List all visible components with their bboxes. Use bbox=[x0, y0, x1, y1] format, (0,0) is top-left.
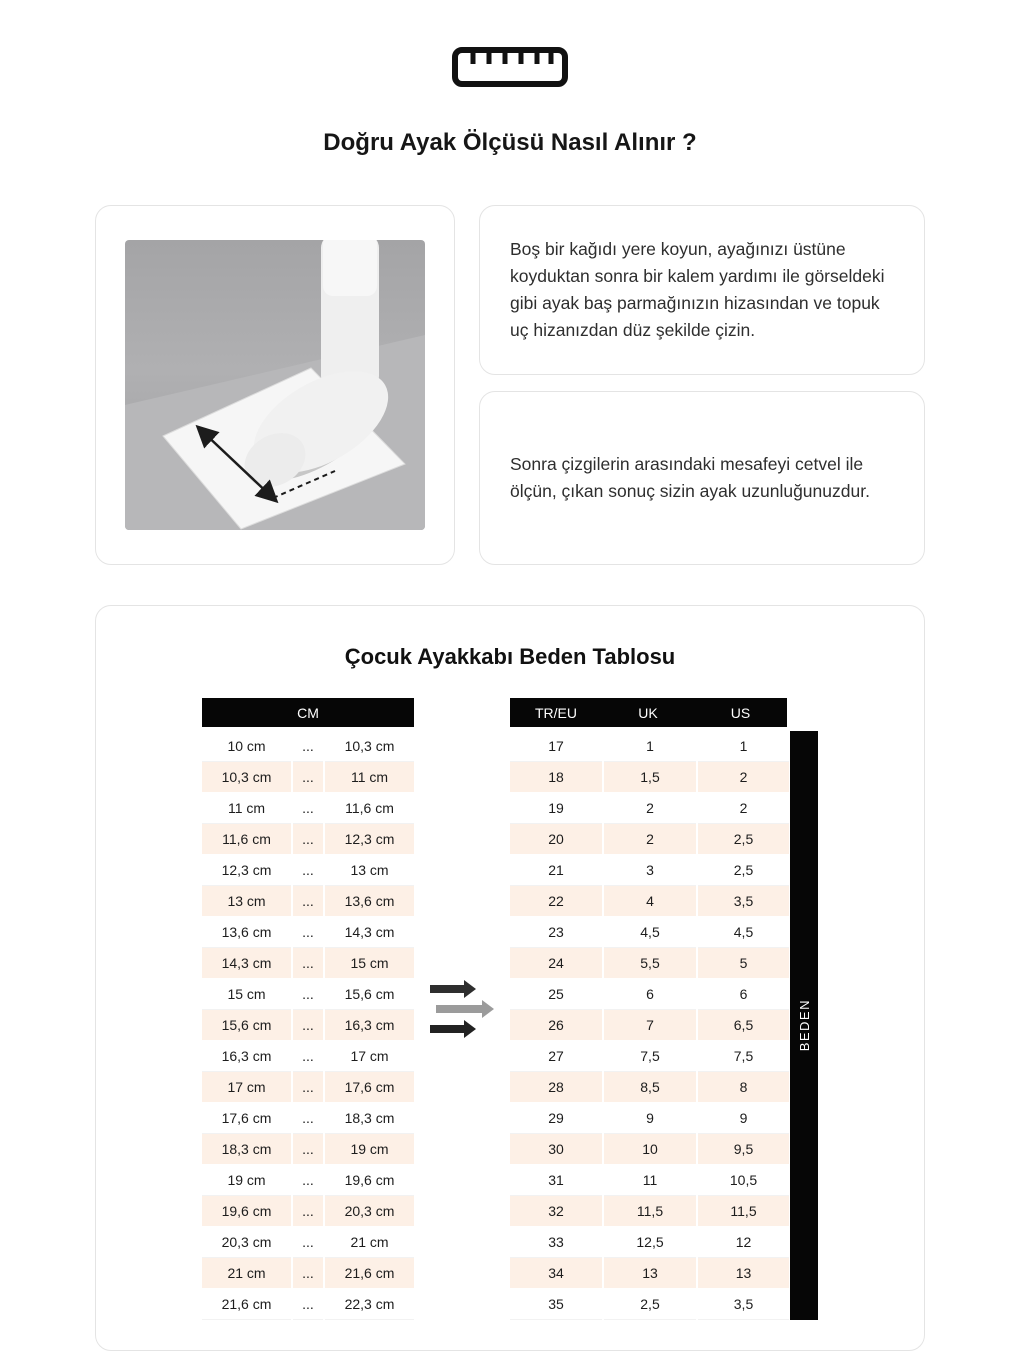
cm-to-value: 17 cm bbox=[325, 1041, 414, 1072]
uk-value: 9 bbox=[604, 1103, 696, 1134]
range-separator: ... bbox=[293, 1010, 323, 1041]
us-value: 3,5 bbox=[698, 886, 789, 917]
intl-table-row bbox=[510, 1289, 787, 1320]
cm-from-value: 21,6 cm bbox=[202, 1289, 291, 1320]
intl-table-header bbox=[510, 698, 787, 727]
cm-from-value: 15,6 cm bbox=[202, 1010, 291, 1041]
uk-value: 4 bbox=[604, 886, 696, 917]
uk-value: 1 bbox=[604, 731, 696, 762]
tr-eu-value: 18 bbox=[510, 762, 602, 793]
cm-table-row bbox=[202, 1010, 414, 1041]
us-value: 3,5 bbox=[698, 1289, 789, 1320]
tr-eu-value: 26 bbox=[510, 1010, 602, 1041]
cm-from-value: 19 cm bbox=[202, 1165, 291, 1196]
intl-table-row bbox=[510, 731, 787, 762]
uk-value: 11,5 bbox=[604, 1196, 696, 1227]
cm-from-value: 13,6 cm bbox=[202, 917, 291, 948]
cm-to-value: 15 cm bbox=[325, 948, 414, 979]
size-tables bbox=[96, 698, 924, 1320]
cm-from-value: 18,3 cm bbox=[202, 1134, 291, 1165]
uk-value: 8,5 bbox=[604, 1072, 696, 1103]
range-separator: ... bbox=[293, 762, 323, 793]
uk-value: 2 bbox=[604, 824, 696, 855]
us-value: 4,5 bbox=[698, 917, 789, 948]
us-value: 8 bbox=[698, 1072, 789, 1103]
cm-table-row bbox=[202, 886, 414, 917]
cm-table-body bbox=[202, 731, 414, 1320]
uk-value: 12,5 bbox=[604, 1227, 696, 1258]
tr-eu-value: 32 bbox=[510, 1196, 602, 1227]
tr-eu-value: 28 bbox=[510, 1072, 602, 1103]
cm-from-value: 11,6 cm bbox=[202, 824, 291, 855]
tr-eu-value: 27 bbox=[510, 1041, 602, 1072]
ruler-icon-wrap bbox=[0, 46, 1020, 93]
intl-table-row bbox=[510, 917, 787, 948]
uk-value: 5,5 bbox=[604, 948, 696, 979]
intl-table-body bbox=[510, 731, 787, 1320]
intl-table-row bbox=[510, 886, 787, 917]
us-value: 2 bbox=[698, 762, 789, 793]
tr-eu-value: 23 bbox=[510, 917, 602, 948]
range-separator: ... bbox=[293, 1227, 323, 1258]
range-separator: ... bbox=[293, 886, 323, 917]
us-value: 2,5 bbox=[698, 824, 789, 855]
uk-value: 13 bbox=[604, 1258, 696, 1289]
cm-table-row bbox=[202, 1041, 414, 1072]
range-separator: ... bbox=[293, 824, 323, 855]
tr-eu-value: 17 bbox=[510, 731, 602, 762]
cm-from-value: 17 cm bbox=[202, 1072, 291, 1103]
us-value: 2,5 bbox=[698, 855, 789, 886]
cm-table-row bbox=[202, 1165, 414, 1196]
instruction-steps bbox=[479, 205, 925, 565]
intl-table-row bbox=[510, 1165, 787, 1196]
tr-eu-value: 21 bbox=[510, 855, 602, 886]
uk-value: 2,5 bbox=[604, 1289, 696, 1320]
cm-to-value: 11,6 cm bbox=[325, 793, 414, 824]
range-separator: ... bbox=[293, 1165, 323, 1196]
cm-to-value: 22,3 cm bbox=[325, 1289, 414, 1320]
intl-table-row bbox=[510, 979, 787, 1010]
intl-table-row bbox=[510, 948, 787, 979]
cm-from-value: 10 cm bbox=[202, 731, 291, 762]
cm-table-row bbox=[202, 793, 414, 824]
tr-eu-value: 25 bbox=[510, 979, 602, 1010]
range-separator: ... bbox=[293, 1196, 323, 1227]
uk-value: 4,5 bbox=[604, 917, 696, 948]
cm-from-value: 21 cm bbox=[202, 1258, 291, 1289]
range-separator: ... bbox=[293, 917, 323, 948]
cm-from-value: 15 cm bbox=[202, 979, 291, 1010]
tr-eu-value: 20 bbox=[510, 824, 602, 855]
uk-value: 7,5 bbox=[604, 1041, 696, 1072]
intl-table-row bbox=[510, 824, 787, 855]
us-value: 6 bbox=[698, 979, 789, 1010]
intl-table-row bbox=[510, 1010, 787, 1041]
range-separator: ... bbox=[293, 731, 323, 762]
uk-value: 10 bbox=[604, 1134, 696, 1165]
range-separator: ... bbox=[293, 1134, 323, 1165]
intl-table-row bbox=[510, 1041, 787, 1072]
range-separator: ... bbox=[293, 948, 323, 979]
range-separator: ... bbox=[293, 1289, 323, 1320]
cm-table-row bbox=[202, 1134, 414, 1165]
content bbox=[95, 205, 925, 1351]
range-separator: ... bbox=[293, 979, 323, 1010]
cm-from-value: 20,3 cm bbox=[202, 1227, 291, 1258]
cm-to-value: 11 cm bbox=[325, 762, 414, 793]
cm-to-value: 12,3 cm bbox=[325, 824, 414, 855]
cm-from-value: 12,3 cm bbox=[202, 855, 291, 886]
cm-table-row bbox=[202, 979, 414, 1010]
tr-eu-value: 33 bbox=[510, 1227, 602, 1258]
us-value: 13 bbox=[698, 1258, 789, 1289]
instruction-step-2 bbox=[479, 391, 925, 565]
us-value: 5 bbox=[698, 948, 789, 979]
intl-header-us: US bbox=[730, 704, 751, 721]
us-value: 6,5 bbox=[698, 1010, 789, 1041]
cm-from-value: 14,3 cm bbox=[202, 948, 291, 979]
range-separator: ... bbox=[293, 1258, 323, 1289]
instruction-step-1-text: Boş bir kağıdı yere koyun, ayağınızı üstüne koyduktan sonra bir kalem yardımı ile görseldeki gibi ayak baş parmağınızın hizasından ve topuk uç hizanızdan düz şekilde çizin. bbox=[510, 238, 885, 341]
us-value: 2 bbox=[698, 793, 789, 824]
cm-table-row bbox=[202, 731, 414, 762]
instruction-step-1 bbox=[479, 205, 925, 375]
tr-eu-value: 29 bbox=[510, 1103, 602, 1134]
cm-table-row bbox=[202, 1072, 414, 1103]
cm-table-row bbox=[202, 948, 414, 979]
intl-header-tr-eu: TR/EU bbox=[535, 704, 577, 721]
tr-eu-value: 35 bbox=[510, 1289, 602, 1320]
intl-table-row bbox=[510, 793, 787, 824]
cm-table-header: CM bbox=[202, 698, 414, 727]
size-table-title: Çocuk Ayakkabı Beden Tablosu bbox=[344, 644, 676, 669]
cm-from-value: 13 cm bbox=[202, 886, 291, 917]
cm-table-row bbox=[202, 762, 414, 793]
cm-from-value: 16,3 cm bbox=[202, 1041, 291, 1072]
us-value: 10,5 bbox=[698, 1165, 789, 1196]
cm-table bbox=[202, 698, 414, 1320]
size-table-card bbox=[95, 605, 925, 1351]
cm-to-value: 17,6 cm bbox=[325, 1072, 414, 1103]
transfer-arrows-icon bbox=[428, 980, 496, 1038]
cm-from-value: 17,6 cm bbox=[202, 1103, 291, 1134]
foot-photo-card bbox=[95, 205, 455, 565]
instruction-section bbox=[95, 205, 925, 565]
range-separator: ... bbox=[293, 855, 323, 886]
cm-to-value: 21 cm bbox=[325, 1227, 414, 1258]
intl-header-uk: UK bbox=[638, 704, 658, 721]
range-separator: ... bbox=[293, 793, 323, 824]
cm-table-row bbox=[202, 824, 414, 855]
page-title: Doğru Ayak Ölçüsü Nasıl Alınır ? bbox=[323, 129, 697, 156]
cm-table-row bbox=[202, 855, 414, 886]
cm-to-value: 19 cm bbox=[325, 1134, 414, 1165]
beden-bar bbox=[790, 731, 818, 1320]
cm-to-value: 13,6 cm bbox=[325, 886, 414, 917]
cm-table-row bbox=[202, 1103, 414, 1134]
intl-table-row bbox=[510, 1103, 787, 1134]
us-value: 12 bbox=[698, 1227, 789, 1258]
intl-table-row bbox=[510, 1258, 787, 1289]
beden-label: BEDEN bbox=[796, 999, 812, 1052]
cm-table-row bbox=[202, 1289, 414, 1320]
cm-from-value: 10,3 cm bbox=[202, 762, 291, 793]
cm-to-value: 10,3 cm bbox=[325, 731, 414, 762]
cm-to-value: 21,6 cm bbox=[325, 1258, 414, 1289]
foot-measurement-photo bbox=[125, 240, 425, 530]
cm-to-value: 20,3 cm bbox=[325, 1196, 414, 1227]
cm-to-value: 14,3 cm bbox=[325, 917, 414, 948]
cm-table-row bbox=[202, 1196, 414, 1227]
intl-table-row bbox=[510, 762, 787, 793]
uk-value: 1,5 bbox=[604, 762, 696, 793]
cm-to-value: 15,6 cm bbox=[325, 979, 414, 1010]
uk-value: 6 bbox=[604, 979, 696, 1010]
intl-table bbox=[510, 698, 787, 1320]
intl-table-row bbox=[510, 1134, 787, 1165]
us-value: 9 bbox=[698, 1103, 789, 1134]
tr-eu-value: 24 bbox=[510, 948, 602, 979]
intl-table-row bbox=[510, 1196, 787, 1227]
arrow-box bbox=[414, 980, 510, 1038]
ruler-icon bbox=[451, 46, 569, 88]
tr-eu-value: 19 bbox=[510, 793, 602, 824]
tr-eu-value: 30 bbox=[510, 1134, 602, 1165]
uk-value: 11 bbox=[604, 1165, 696, 1196]
uk-value: 3 bbox=[604, 855, 696, 886]
tr-eu-value: 34 bbox=[510, 1258, 602, 1289]
cm-table-row bbox=[202, 917, 414, 948]
cm-table-row bbox=[202, 1227, 414, 1258]
cm-from-value: 19,6 cm bbox=[202, 1196, 291, 1227]
us-value: 1 bbox=[698, 731, 789, 762]
range-separator: ... bbox=[293, 1103, 323, 1134]
instruction-step-2-text: Sonra çizgilerin arasındaki mesafeyi cetvel ile ölçün, çıkan sonuç sizin ayak uzunluğunuzdur. bbox=[510, 453, 870, 501]
range-separator: ... bbox=[293, 1041, 323, 1072]
cm-from-value: 11 cm bbox=[202, 793, 291, 824]
uk-value: 7 bbox=[604, 1010, 696, 1041]
range-separator: ... bbox=[293, 1072, 323, 1103]
cm-to-value: 16,3 cm bbox=[325, 1010, 414, 1041]
tr-eu-value: 31 bbox=[510, 1165, 602, 1196]
us-value: 9,5 bbox=[698, 1134, 789, 1165]
us-value: 11,5 bbox=[698, 1196, 789, 1227]
intl-table-row bbox=[510, 855, 787, 886]
cm-to-value: 13 cm bbox=[325, 855, 414, 886]
us-value: 7,5 bbox=[698, 1041, 789, 1072]
cm-to-value: 18,3 cm bbox=[325, 1103, 414, 1134]
tr-eu-value: 22 bbox=[510, 886, 602, 917]
intl-table-row bbox=[510, 1227, 787, 1258]
cm-to-value: 19,6 cm bbox=[325, 1165, 414, 1196]
cm-table-row bbox=[202, 1258, 414, 1289]
uk-value: 2 bbox=[604, 793, 696, 824]
intl-table-row bbox=[510, 1072, 787, 1103]
